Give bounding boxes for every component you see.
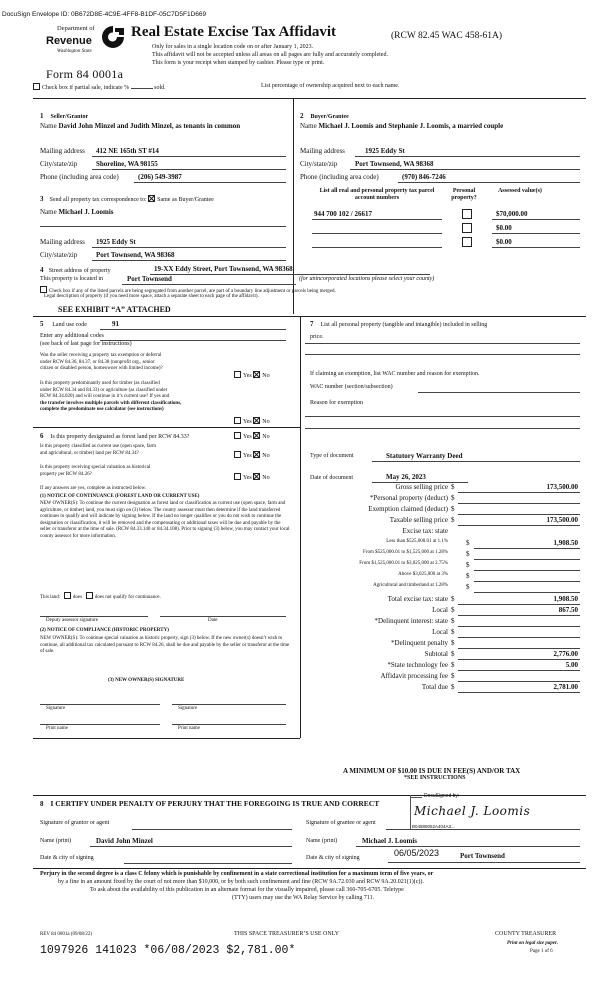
new-owner-signature-heading: (3) NEW OWNER(S) SIGNATURE (108, 678, 185, 683)
dollar-sign: $ (466, 561, 470, 569)
located-city[interactable]: Port Townsend (127, 275, 172, 283)
historic-question (40, 465, 150, 478)
divider (33, 316, 586, 317)
dollar-sign: $ (451, 606, 455, 614)
grantee-signature: Michael J. Loomis (414, 804, 531, 818)
partial-sale: Check box if partial sale, indicate % sold. (33, 83, 166, 92)
seller-phone[interactable]: (206) 549-3987 (138, 173, 182, 181)
current-use-yes-checkbox[interactable] (234, 451, 241, 458)
tax-row-0-value[interactable]: 173,500.00 (546, 483, 578, 491)
additional-codes-note: (see back of last page for instructions) (40, 341, 132, 347)
dollar-sign: $ (451, 505, 455, 513)
personal-property-row (310, 320, 487, 329)
underline (458, 681, 580, 682)
seller-name-label: Name (40, 122, 57, 130)
dollar-sign: $ (451, 628, 455, 636)
divider (33, 738, 300, 739)
personal-property-label-b: price. (310, 334, 324, 340)
total-row-8-label: Total due (421, 683, 448, 691)
new-owner-signature-label-2: Signature (178, 706, 198, 711)
historic-no-checkbox[interactable] (253, 473, 260, 480)
underline (458, 626, 580, 627)
underline (458, 637, 580, 638)
bracket-row-2-label: From $1,525,000.01 to $3,025,000 at 2.75% (359, 561, 448, 566)
dollar-sign: $ (451, 639, 455, 647)
doc-type-label: Type of document (310, 453, 354, 459)
personal-property-label: List all personal property (tangible and intangible) included in selling (320, 322, 488, 328)
certify-text: I CERTIFY UNDER PENALTY OF PERJURY THAT THE FOREGOING IS TRUE AND CORRECT (50, 799, 380, 808)
dollar-sign: $ (451, 661, 455, 669)
dollar-sign: $ (466, 572, 470, 580)
tax-row-1-label: *Personal property (deduct) (369, 494, 448, 502)
grantor-name-label: Name (print) (40, 838, 72, 844)
notice-compliance-text: NEW OWNER(S): To continue special valuation as historic property, sign (3) below. If the new owner(s) doesn’t wish to continue, all additional tax calculated pursuant to RCW 84.26, shall be due and payable by the seller or transferor at the time of sale. (40, 636, 290, 654)
underline (100, 329, 286, 330)
underline (355, 156, 580, 157)
total-row-5-label: Subtotal (424, 650, 448, 658)
underline (458, 514, 580, 515)
page-number: Page 1 of 6 (530, 949, 553, 954)
underline (312, 219, 442, 220)
underline (474, 592, 580, 593)
buyer-city[interactable]: Port Townsend, WA 98368 (355, 160, 434, 168)
seller-city[interactable]: Shoreline, WA 98155 (96, 160, 158, 168)
does-not-qualify-checkbox[interactable] (86, 592, 93, 599)
total-row-6-label: *State technology fee (387, 661, 448, 669)
minimum-due-note: A MINIMUM OF $10.00 IS DUE IN FEE(S) AND/OR TAX (343, 767, 521, 775)
underline (92, 247, 286, 248)
underline (122, 284, 296, 285)
grantee-name[interactable]: Michael J. Loomis (362, 837, 418, 845)
total-row-7-label: Affidavit processing fee (380, 672, 448, 680)
buyer-city-label: City/state/zip (300, 160, 338, 168)
parcel-col-header: List all real and personal property tax parcel account numbers (319, 188, 435, 201)
underline (474, 548, 580, 549)
underline (474, 581, 580, 582)
seller-mailing[interactable]: 412 NE 165th ST #14 (96, 147, 159, 155)
forest-yes-checkbox[interactable] (234, 432, 241, 439)
perjury-text-1: Perjury in the second degree is a class C felony which is punishable by confinement in a state correctional institution for a maximum term of five years, or (40, 871, 434, 877)
deputy-date-label: Date (208, 618, 218, 623)
ownership-note: List percentage of ownership acquired next to each name. (261, 83, 400, 89)
underline (398, 182, 580, 183)
bracket-row-0-value[interactable]: 1,908.50 (553, 539, 578, 547)
segregated-label: Check box if any of the listed parcels are being segregated from another parcel, are part of a boundary line adjustment or parcels being merged. (49, 289, 336, 294)
does-label: does (72, 595, 83, 600)
wac-label: WAC number (section/subsection) (310, 384, 393, 390)
exemption-label: If claiming an exemption, list WAC number and reason for exemption. (310, 371, 480, 377)
form-rcw: (RCW 82.45 WAC 458-61A) (391, 31, 503, 41)
perjury-line-3: To ask about the availability of this publication in an alternate format for the visually impaired, please call 360-705-6705. Teletype (90, 887, 404, 893)
yes-label: Yes (243, 373, 252, 379)
timber-question (40, 381, 181, 414)
form-number: Form 84 0001a (46, 67, 124, 81)
section7-number: 7 (310, 320, 314, 328)
underline (388, 862, 580, 863)
total-row-3-label: Local (432, 628, 448, 636)
dollar-sign: $ (451, 494, 455, 502)
bracket-row-0-label: Less than $525,000.01 at 1.1% (386, 539, 448, 544)
underline (92, 156, 286, 157)
seller-name[interactable]: David John Minzel and Judith Minzel, as tenants in common (58, 122, 241, 130)
treasurer-space-label: THIS SPACE TREASURER’S USE ONLY (234, 931, 340, 937)
grantee-signing-date[interactable]: 06/05/2023 (394, 848, 440, 858)
underline (458, 648, 580, 649)
underline (305, 343, 580, 344)
underline (458, 525, 580, 526)
underline (305, 428, 580, 429)
underline (458, 692, 580, 693)
header-note-3: This form is your receipt when stamped by cashier. Please type or print. (152, 60, 325, 66)
underline (458, 503, 580, 504)
personal-property-checkbox-2[interactable] (462, 223, 472, 233)
personal-property-checkbox-3[interactable] (462, 237, 472, 247)
correspondence-number: 3 (40, 195, 44, 203)
underline (458, 659, 580, 660)
underline (458, 615, 580, 616)
same-as-buyer-checkbox[interactable] (148, 195, 155, 202)
underline (492, 233, 580, 234)
underline (350, 169, 580, 170)
land-use-label: Land use code (52, 322, 87, 328)
underline (356, 846, 580, 847)
underline (312, 233, 442, 234)
q4-yes-no (234, 451, 270, 460)
q1-yes-checkbox[interactable] (234, 371, 241, 378)
q1-no-checkbox[interactable] (253, 371, 260, 378)
underline (124, 863, 292, 864)
parcel-number-1[interactable]: 944 700 102 / 26617 (314, 210, 372, 218)
partial-sale-checkbox[interactable] (33, 83, 40, 90)
no-label: No (262, 453, 270, 459)
this-land-row (40, 592, 161, 601)
section6-number: 6 (40, 432, 44, 440)
grantee-signing-city[interactable]: Port Townsend (460, 852, 505, 860)
total-row-1-value[interactable]: 867.50 (558, 606, 578, 614)
underline (92, 169, 286, 170)
underline (312, 247, 442, 248)
underline (418, 392, 580, 393)
yes-label: Yes (243, 453, 252, 459)
envelope-id: DocuSign Envelope ID: 0B672D8E-4C9E-4FF8-B1DF-05C7D5F1D669 (2, 11, 207, 18)
buyer-mailing-label: Mailing address (300, 147, 345, 155)
no-label: No (262, 475, 270, 481)
doc-type[interactable]: Statutory Warranty Deed (386, 452, 463, 460)
q2-no-checkbox[interactable] (253, 417, 260, 424)
dept-line2: Revenue (46, 35, 92, 47)
dollar-sign: $ (466, 583, 470, 591)
seller-phone-label: Phone (including area code) (40, 173, 119, 181)
tax-row-0-label: Gross selling price (395, 483, 448, 491)
q2-line-c: RCW 84.34.020) and will continue in it’s current use? If yes and (40, 394, 170, 399)
see-instructions-note: *SEE INSTRUCTIONS (404, 775, 466, 781)
dollar-sign: $ (466, 550, 470, 558)
excise-state-label: Excise tax: state (402, 527, 448, 535)
notice-continuance-text: NEW OWNER(S): To continue the current designation as forest land or classification as current use (open space, farm and agriculture, or timber) land, you must sign on (3) below. The county assessor must then determine if the land transferred continues to qualify and will indicate by signing below. If the land no longer qualifies or you do not wish to continue the designation or classification, it will be removed and the compensating or additional taxes will be due and payable by the seller or transferor at the time of sale. (RCW 84.33.140 or 84.34.108). Prior to signing (3) below, you may contact your local county assessor for more information. (40, 501, 290, 539)
land-use-row (40, 320, 87, 329)
land-use-code[interactable]: 91 (112, 320, 119, 328)
dollar-sign: $ (466, 539, 470, 547)
underline (160, 616, 286, 617)
rev-number: REV 84 0001a (09/08/22) (40, 932, 92, 937)
assessed-col-header: Assessed value(s) (498, 188, 542, 194)
seller-heading-label: Seller/Grantor (50, 114, 89, 120)
property-number: 4 (40, 266, 44, 274)
assessed-value-3[interactable]: $0.00 (496, 238, 512, 246)
total-row-2-label: *Delinquent interest: state (374, 617, 448, 625)
buyer-phone[interactable]: (970) 846-7246 (402, 173, 446, 181)
correspondence-name[interactable]: Michael J. Loomis (58, 208, 114, 216)
underline (305, 416, 580, 417)
correspondence-label: Send all property tax correspondence to: (49, 197, 147, 203)
street-address[interactable]: 19-XX Eddy Street, Port Townsend, WA 98368 (154, 265, 293, 273)
tax-row-3-value[interactable]: 173,500.00 (546, 516, 578, 524)
current-use-question (40, 444, 156, 457)
new-owner-signature-label-1: Signature (46, 706, 66, 711)
forest-question: Is this property designated as forest land per RCW 84.33? (50, 434, 190, 440)
q2-yes-no (234, 417, 270, 426)
grantee-signature-label: Signature of grantee or agent (306, 820, 376, 826)
personal-property-checkbox-1[interactable] (462, 209, 472, 219)
exhibit-note: SEE EXHIBIT “A” ATTACHED (58, 305, 171, 314)
total-row-4-label: *Delinquent penalty (391, 639, 448, 647)
no-label: No (262, 373, 270, 379)
q-current-use-b: and agricultural, or timber) land per RCW 84.34? (40, 450, 139, 456)
buyer-heading-label: Buyer/Grantee (310, 114, 349, 120)
dollar-sign: $ (451, 672, 455, 680)
dollar-sign: $ (451, 650, 455, 658)
underline (458, 670, 580, 671)
underline (90, 846, 292, 847)
underline (458, 492, 580, 493)
dollar-sign: $ (451, 617, 455, 625)
q-historic-a: Is this property receiving special valuation as historical (40, 465, 151, 470)
buyer-mailing[interactable]: 1925 Eddy St (365, 147, 405, 155)
underline (474, 559, 580, 560)
reason-label: Reason for exemption (310, 400, 363, 406)
buyer-heading (300, 112, 349, 121)
signature-id: B04889052A404A3... (412, 824, 455, 829)
perjury-line-1 (40, 871, 433, 878)
personal-col-header: Personal property? (451, 188, 477, 201)
underline (474, 570, 580, 571)
divider (33, 795, 586, 796)
dept-line3: Washington State (57, 49, 92, 54)
legal-paper-note: Print on legal size paper. (507, 941, 558, 946)
header-note-2: This affidavit will not be accepted unless all areas on all pages are fully and accurately completed. (152, 52, 388, 58)
located-label: This property is located in (40, 276, 103, 282)
correspondence-city[interactable]: Port Townsend, WA 98368 (96, 251, 175, 259)
divider (33, 427, 300, 428)
new-owner-print-label-1: Print name (46, 726, 68, 731)
legal-desc-label: Legal description of property (if you need more space, attach a separate sheet to each page of the affidavit). (44, 294, 259, 299)
q1-yes-no (234, 371, 270, 380)
assessed-value-1[interactable]: $70,000.00 (496, 210, 528, 218)
correspondence-row (40, 195, 214, 204)
land-use-number: 5 (40, 320, 44, 328)
dollar-sign: $ (451, 483, 455, 491)
bracket-row-1-label: From $525,000.01 to $1,525,000 at 1.28% (363, 550, 448, 555)
yes-label: Yes (243, 475, 252, 481)
q2-yes-checkbox[interactable] (234, 417, 241, 424)
dept-line1: Department of (57, 25, 95, 32)
additional-codes-label: Enter any additional codes (40, 333, 104, 339)
total-row-0-label: Total excise tax: state (387, 595, 448, 603)
bracket-row-3-label: Above $3,025,000 at 3% (398, 572, 448, 577)
q-current-use-a: Is this property classified as current use (open space, farm (40, 444, 157, 449)
yes-label: Yes (243, 434, 252, 440)
assessed-value-2[interactable]: $0.00 (496, 224, 512, 232)
correspondence-name-label: Name (40, 208, 57, 216)
underline (40, 704, 160, 705)
total-row-6-value[interactable]: 5.00 (565, 661, 578, 669)
grantee-name-label: Name (print) (306, 838, 338, 844)
perjury-line-2: by a fine in an amount fixed by the court of not more than $10,000, or by both such confinement and fine (RCW 9A.72.030 and RCW 9A.20.021(1)(c)). (58, 879, 424, 885)
underline (40, 724, 160, 725)
underline (492, 219, 580, 220)
q3-yes-no (234, 432, 270, 441)
county-treasurer-label: COUNTY TREASURER (495, 931, 557, 937)
seller-number: 1 (40, 112, 44, 120)
dollar-sign: $ (451, 516, 455, 524)
q2-line-d: the transfer involves multiple parcels with different classifications, (40, 400, 182, 406)
divider (33, 98, 586, 99)
q1-line-a: Was the seller receiving a property tax exemption or deferral (40, 353, 162, 358)
exemption-question (40, 353, 163, 373)
grantor-date-label: Date & city of signing (40, 855, 94, 861)
grantee-date-label: Date & city of signing (306, 855, 360, 861)
dollar-sign: $ (451, 683, 455, 691)
certify-row (40, 800, 379, 809)
divider (293, 98, 294, 314)
underline (40, 226, 286, 227)
same-as-buyer-label: Same as Buyer/Grantee (157, 197, 214, 203)
new-owner-print-label-2: Print name (178, 726, 200, 731)
notice-compliance-title: (2) NOTICE OF COMPLIANCE (HISTORIC PROPERTY) (40, 628, 169, 633)
street-row (40, 266, 111, 275)
correspondence-city-label: City/state/zip (40, 251, 78, 259)
q-historic-b: property per RCW 84.26? (40, 471, 92, 477)
correspondence-name-row (40, 208, 114, 216)
seller-city-label: City/state/zip (40, 160, 78, 168)
seller-name-row (40, 122, 240, 130)
underline (40, 616, 148, 617)
wa-logo-icon (100, 25, 126, 49)
correspondence-mailing-label: Mailing address (40, 238, 85, 246)
certify-number: 8 (40, 800, 44, 808)
underline (150, 274, 430, 275)
if-yes-note: If any answers are yes, complete as instructed below. (40, 486, 147, 491)
q1-line-c: citizen or disabled person, homeowner with limited income)? (40, 366, 163, 371)
q5-yes-no (234, 473, 270, 482)
form-title: Real Estate Excise Tax Affidavit (131, 24, 336, 40)
street-label: Street address of property (48, 268, 111, 274)
yes-label: Yes (243, 419, 252, 425)
underline (492, 247, 580, 248)
divider (300, 316, 301, 738)
grantor-name[interactable]: David John Minzel (96, 837, 153, 845)
buyer-name-label: Name (300, 122, 317, 130)
total-row-8-value[interactable]: 2,781.00 (553, 683, 578, 691)
q1-line-b: under RCW 84.36, 84.37, or 84.38 (nonprofit org., senior (40, 359, 155, 365)
correspondence-mailing[interactable]: 1925 Eddy St (96, 238, 136, 246)
underline (92, 260, 286, 261)
buyer-name[interactable]: Michael J. Loomis and Stephanie J. Loomis, a married couple (318, 122, 504, 130)
notice-continuance-title: (1) NOTICE OF CONTINUANCE (FOREST LAND OR CURRENT USE) (40, 494, 200, 499)
underline (458, 604, 580, 605)
docusigned-by-label: DocuSigned by: (424, 793, 460, 799)
no-label: No (262, 434, 270, 440)
underline (372, 461, 580, 462)
underline (172, 704, 286, 705)
header-note-1: Only for sales in a single location code on or after January 1, 2023. (152, 44, 314, 50)
segregated-checkbox[interactable] (40, 286, 47, 293)
unincorporated-note: (for unincorporated locations please select your county) (299, 276, 435, 282)
does-not-label: does not qualify for continuance. (94, 595, 161, 600)
tax-row-2-label: Exemption claimed (deduct) (368, 505, 448, 513)
forest-no-checkbox[interactable] (253, 432, 260, 439)
dollar-sign: $ (451, 595, 455, 603)
total-row-0-value[interactable]: 1,908.50 (553, 595, 578, 603)
total-row-5-value[interactable]: 2,776.00 (553, 650, 578, 658)
buyer-phone-label: Phone (including area code) (300, 173, 379, 181)
section6-row (40, 432, 189, 441)
deputy-signature-label: Deputy assessor signature (46, 618, 98, 623)
q2-line-e: complete the predominate use calculator (see instructions) (40, 407, 164, 412)
underline (134, 182, 286, 183)
does-qualify-checkbox[interactable] (64, 592, 71, 599)
this-land-label: This land: (40, 595, 61, 600)
grantor-signature-label: Signature of grantor or agent (40, 820, 110, 826)
buyer-number: 2 (300, 112, 304, 120)
underline (172, 724, 286, 725)
seller-heading (40, 112, 88, 121)
treasurer-stamp: 1097926 141023 *06/08/2023 $2,781.00* (40, 944, 296, 957)
underline (305, 354, 580, 355)
buyer-name-row (300, 122, 503, 130)
q2-line-b: under RCW 84.34 and 84.33) or agriculture (as classified under (40, 387, 168, 393)
doc-date-label: Date of document (310, 475, 353, 481)
tax-row-3-label: Taxable selling price (389, 516, 448, 524)
historic-yes-checkbox[interactable] (234, 473, 241, 480)
seller-mailing-label: Mailing address (40, 147, 85, 155)
doc-date[interactable]: May 26, 2023 (386, 473, 426, 481)
perjury-line-4: (TTY) users may use the WA Relay Service by calling 711. (232, 895, 375, 901)
underline (132, 829, 292, 830)
current-use-no-checkbox[interactable] (253, 451, 260, 458)
divider (33, 868, 586, 869)
no-label: No (262, 419, 270, 425)
bracket-row-4-label: Agricultural and timberland at 1.28% (373, 583, 448, 588)
total-row-1-label: Local (432, 606, 448, 614)
q2-line-a: Is this property predominantly used for timber (as classified (40, 381, 160, 386)
